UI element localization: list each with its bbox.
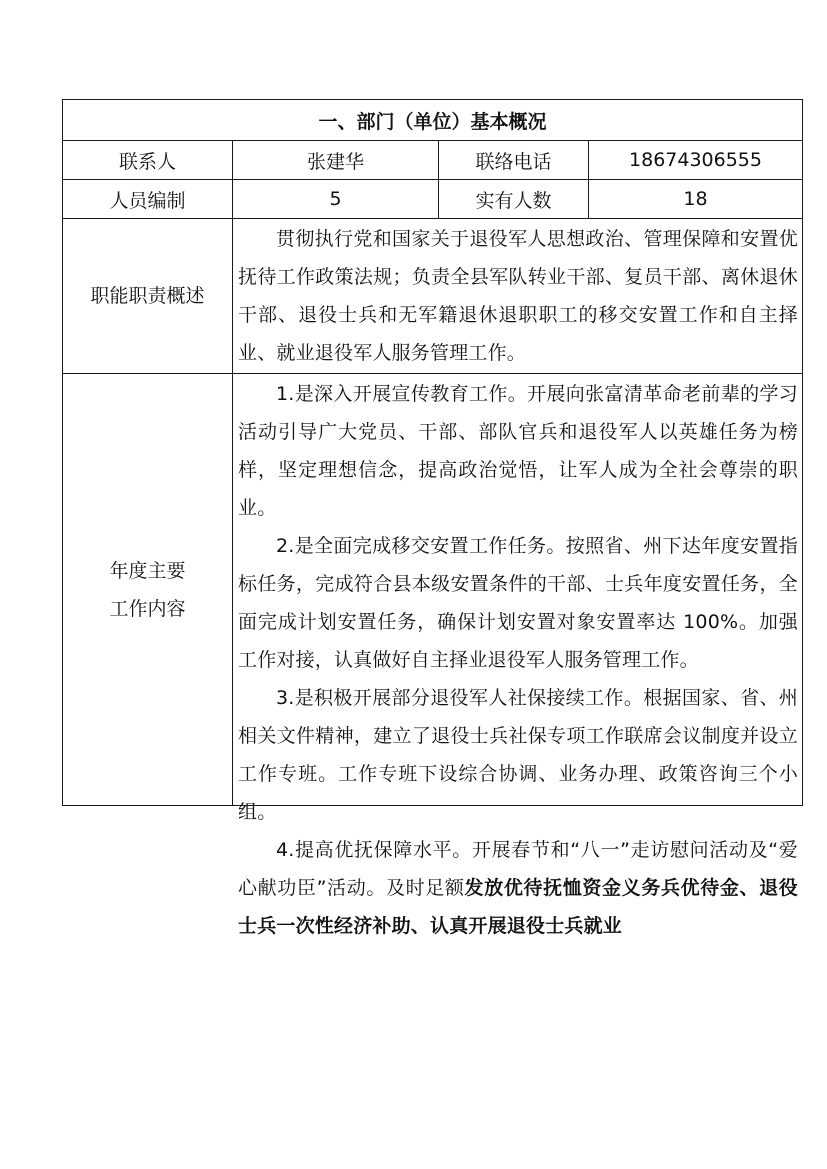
contact-name: 张建华 xyxy=(233,141,439,180)
tasks-content xyxy=(233,374,803,937)
task-paragraph-4 xyxy=(233,831,802,945)
table-title: 一、部门（单位）基本概况 xyxy=(63,100,803,141)
task-paragraph: 1.是深入开展宣传教育工作。开展向张富清革命老前辈的学习活动引导广大党员、干部、部队官兵和退役军人以英雄任务为榜样，坚定理想信念，提高政治觉悟，让军人成为全社会尊崇的职业。 xyxy=(238,383,799,519)
duties-text: 贯彻执行党和国家关于退役军人思想政治、管理保障和安置优抚待工作政策法规；负责全县军队转业干部、复员干部、离休退休干部、退役士兵和无军籍退休退职职工的移交安置工作和自主择业、就业退役军人服务管理工作。 xyxy=(238,228,799,364)
duties-label-text: 职能职责概述 xyxy=(90,285,205,307)
task4-bold-text: 发放优待抚恤资金义务兵优待金、退役士兵一次性经济补助、认真开展退役士兵就业 xyxy=(238,877,799,937)
staff-label: 人员编制 xyxy=(63,180,233,219)
task4-text: 4.提高优抚保障水平。开展春节和“八一”走访慰问活动及“爱心献功臣”活动。及时足额 xyxy=(238,839,799,899)
actual-value: 18 xyxy=(589,180,803,219)
tasks-label-line2: 工作内容 xyxy=(109,597,186,620)
phone-value: 18674306555 xyxy=(589,141,803,180)
staff-value: 5 xyxy=(233,180,439,219)
basic-info-table xyxy=(62,99,803,937)
tasks-scroll xyxy=(233,375,802,937)
actual-label: 实有人数 xyxy=(439,180,589,219)
duties-label xyxy=(63,219,233,374)
duties-content xyxy=(233,219,803,374)
task-paragraph: 2.是全面完成移交安置工作任务。按照省、州下达年度安置指标任务，完成符合县本级安置条件的干部、士兵年度安置任务，全面完成计划安置任务，确保计划安置对象安置率达 100%。加强工作对接，认真做好自主择业退役军人服务管理工作。 xyxy=(238,535,799,671)
task-paragraph: 3.是积极开展部分退役军人社保接续工作。根据国家、省、州相关文件精神，建立了退役士兵社保专项工作联席会议制度并设立工作专班。工作专班下设综合协调、业务办理、政策咨询三个小组。 xyxy=(238,687,799,823)
tasks-label xyxy=(63,374,233,806)
contact-label: 联系人 xyxy=(63,141,233,180)
phone-label: 联络电话 xyxy=(439,141,589,180)
tasks-label-line1: 年度主要 xyxy=(109,559,186,582)
